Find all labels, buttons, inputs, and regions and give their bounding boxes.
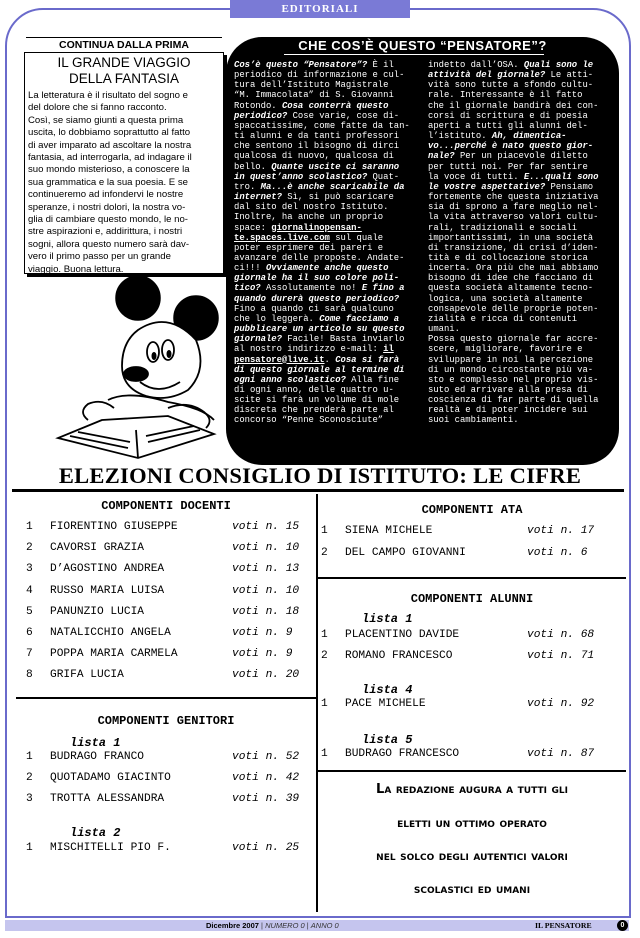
- pensatore-line: [234, 223, 410, 233]
- candidate-votes: voti n. 87: [527, 748, 595, 760]
- pensatore-line: [234, 60, 410, 70]
- body-text: tro.: [234, 181, 261, 192]
- pensatore-line: [428, 283, 598, 293]
- page-number: 0: [617, 920, 628, 931]
- candidate-name: RUSSO MARIA LUISA: [50, 584, 165, 597]
- pensatore-line: [428, 344, 598, 354]
- body-text: Assolutamente no!: [260, 283, 362, 294]
- pensatore-line: [234, 172, 410, 182]
- pensatore-line: [428, 324, 598, 334]
- body-text: Quat-: [367, 171, 400, 182]
- genitori-lista-2: lista 2: [70, 826, 121, 840]
- body-text: scere, migliorare, favorire e: [428, 344, 583, 355]
- candidate-name: ROMANO FRANCESCO: [345, 650, 453, 662]
- pensatore-line: [234, 294, 410, 304]
- body-text: Sì, si può scaricare: [281, 192, 394, 203]
- candidate-number: 4: [26, 584, 33, 597]
- body-text: incerta. Ora più che mai abbiamo: [428, 263, 599, 274]
- question-text: Quante uscite ci saranno: [271, 161, 400, 172]
- question-text: internet?: [234, 192, 282, 203]
- candidate-name: PLACENTINO DAVIDE: [345, 629, 460, 641]
- pensatore-line: [234, 273, 410, 283]
- pensatore-line: [234, 253, 410, 263]
- pensatore-line: [234, 162, 410, 172]
- pensatore-line: [234, 385, 410, 395]
- pensatore-line: [234, 80, 410, 90]
- body-text: Rotondo.: [234, 100, 282, 111]
- question-text: E...quali sono: [523, 171, 599, 182]
- body-text: bisogno di idee che facciano di: [428, 273, 594, 284]
- body-text: vità sono tutte a sfondo cultu-: [428, 80, 594, 91]
- pensatore-line: [428, 172, 598, 182]
- pensatore-line: [428, 334, 598, 344]
- body-text: concorso “Penne Sconosciute”: [234, 415, 384, 426]
- candidate-number: 1: [26, 751, 33, 763]
- body-text: ci!!!: [234, 263, 266, 274]
- footer-anno: ANNO 0: [310, 921, 339, 930]
- pensatore-line: [234, 233, 410, 243]
- candidate-row: [321, 629, 611, 643]
- candidate-row: [26, 772, 316, 786]
- candidate-number: 1: [321, 525, 328, 537]
- link-text[interactable]: il: [383, 344, 394, 355]
- body-text: tura dell’Istituto Magistrale: [234, 80, 389, 91]
- body-text: coscienza di far parte di quella: [428, 395, 599, 406]
- question-text: giornale?: [234, 334, 282, 345]
- pensatore-line: [428, 80, 598, 90]
- question-text: Cosa conterrà questo: [281, 100, 389, 111]
- pensatore-line: [428, 304, 598, 314]
- body-text: che lo leggerà.: [234, 313, 320, 324]
- candidate-votes: voti n. 20: [232, 669, 300, 682]
- question-text: Ovviamente anche questo: [265, 263, 389, 274]
- pensatore-line: [428, 131, 598, 141]
- pensatore-line: [428, 202, 598, 212]
- intro-body-line: uscita, lo dobbiamo soprattutto al fatto: [28, 127, 191, 139]
- candidate-votes: voti n. 17: [527, 525, 595, 537]
- pensatore-line: [234, 141, 410, 151]
- body-text: Per un piacevole diletto: [454, 151, 588, 162]
- pensatore-line: [234, 131, 410, 141]
- pensatore-line: [428, 263, 598, 273]
- pensatore-line: [428, 121, 598, 131]
- question-text: Ah, dimentica-: [491, 131, 567, 142]
- alunni-lista-4: lista 4: [362, 683, 413, 697]
- link-text[interactable]: te.spaces.live.com: [234, 232, 330, 243]
- question-text: ogni anno scolastico?: [234, 374, 346, 385]
- candidate-row: [321, 650, 611, 664]
- pensatore-line: [234, 375, 410, 385]
- footer-brand: IL PENSATORE: [535, 921, 592, 930]
- candidate-votes: voti n. 18: [232, 605, 300, 618]
- body-text: Pensiamo: [545, 181, 594, 192]
- docenti-heading: COMPONENTI DOCENTI: [101, 499, 231, 513]
- intro-body-line: La letteratura è il risultato del sogno e: [28, 90, 188, 101]
- candidate-votes: voti n. 15: [232, 521, 300, 533]
- candidate-row: [26, 842, 316, 856]
- body-text: logica, una società altamente: [428, 293, 583, 304]
- question-text: Ma...è anche scaricabile da: [260, 181, 405, 192]
- body-text: ti alunni e da tanti professori: [234, 131, 400, 142]
- candidate-row: [26, 521, 316, 535]
- alunni-redazione-separator: [318, 770, 626, 772]
- pensatore-line: [234, 243, 410, 253]
- question-text: tico?: [234, 283, 261, 294]
- candidate-name: PANUNZIO LUCIA: [50, 605, 144, 618]
- body-text: Facile! Basta inviarlo: [281, 334, 405, 345]
- body-text: poter esprimere dei pareri e: [234, 242, 384, 253]
- intro-body-line: glia di cambiare questo mondo, le no-: [28, 214, 188, 226]
- candidate-number: 6: [26, 627, 33, 639]
- pensatore-line: [234, 90, 410, 100]
- candidate-votes: voti n. 10: [232, 584, 300, 597]
- body-text: scite si farà un volume di mole: [234, 395, 400, 406]
- body-text: che sentono il bisogno di dirci: [234, 141, 400, 152]
- body-text: sviluppare in noi la percezione: [428, 354, 594, 365]
- body-text: sia di sprono a fare meglio nel-: [428, 202, 599, 213]
- body-text: rali, tradizionali e sociali: [428, 222, 578, 233]
- pensatore-line: [428, 70, 598, 80]
- candidate-row: [321, 547, 611, 561]
- candidate-name: DEL CAMPO GIOVANNI: [345, 547, 466, 559]
- body-text: suto ed arrivare alla presa di: [428, 385, 588, 395]
- pensatore-line: [234, 355, 410, 365]
- body-text: space:: [234, 222, 272, 233]
- candidate-votes: voti n. 13: [232, 563, 300, 576]
- pensatore-line: [428, 273, 598, 283]
- candidate-name: BUDRAGO FRANCESCO: [345, 748, 460, 760]
- pensatore-line: [428, 253, 598, 263]
- candidate-votes: voti n. 68: [527, 629, 595, 641]
- body-text: dal sito del nostro Istituto.: [234, 202, 389, 213]
- pensatore-line: [428, 385, 598, 395]
- pensatore-line: [234, 314, 410, 324]
- candidate-number: 8: [26, 669, 33, 682]
- redazione-line: eletti un ottimo operato: [397, 816, 547, 831]
- body-text: per tutti noi. Per far sentire: [428, 161, 588, 172]
- intro-body-line: stre aspirazioni e, addirittura, i nostri: [28, 226, 183, 238]
- intro-body-line: di aver imparato ad ascoltare la nostra: [28, 139, 192, 151]
- pensatore-line: [428, 314, 598, 324]
- candidate-row: [26, 669, 316, 683]
- mickey-mouse-reading-illustration: [18, 270, 233, 460]
- candidate-row: [26, 627, 316, 641]
- body-text: suoi cambiamenti.: [428, 415, 519, 426]
- body-text: l’istituto.: [428, 131, 492, 142]
- intro-body-line: fantasia, ad interrogarla, ad indagare il: [28, 152, 192, 164]
- pensatore-line: [234, 101, 410, 111]
- pensatore-line: [428, 111, 598, 121]
- pensatore-line: [234, 344, 410, 354]
- candidate-name: D’AGOSTINO ANDREA: [50, 563, 165, 576]
- body-text: Fino a quando ci sarà qualcuno: [234, 303, 394, 314]
- pensatore-line: [234, 365, 410, 375]
- pensatore-line: [234, 121, 410, 131]
- body-text: umani.: [428, 324, 460, 335]
- body-text: importantissimi, in una società: [428, 232, 594, 243]
- candidate-votes: voti n. 6: [527, 547, 588, 559]
- body-text: Possa questo giornale far accre-: [428, 334, 599, 345]
- question-text: Quali sono le: [523, 60, 594, 70]
- intro-body-line: speranze, i nostri dolori, la nostra vo-: [28, 201, 186, 213]
- question-text: giornale ha il suo colore poli-: [234, 273, 400, 284]
- alunni-heading: COMPONENTI ALUNNI: [410, 592, 534, 606]
- pensatore-column-left: [234, 60, 410, 426]
- pensatore-line: [234, 212, 410, 222]
- redazione-line: nel solco degli autentici valori: [376, 849, 568, 864]
- body-text: realtà e di poter incidere sui: [428, 405, 588, 416]
- pensatore-title-underline: [284, 54, 544, 55]
- candidate-votes: voti n. 9: [232, 627, 293, 639]
- pensatore-line: [234, 283, 410, 293]
- question-text: quando durerà questo periodico?: [234, 293, 400, 304]
- genitori-heading: COMPONENTI GENITORI: [97, 714, 235, 728]
- question-text: vo...perché è nato questo gior-: [428, 141, 594, 152]
- pensatore-line: [428, 192, 598, 202]
- intro-body-line: viaggio. Buona lettura.: [28, 263, 124, 275]
- candidate-name: GRIFA LUCIA: [50, 669, 124, 682]
- intro-body: [28, 90, 220, 276]
- pensatore-line: [428, 182, 598, 192]
- intro-body-line: continueremo ad infondervi le nostre: [28, 189, 184, 201]
- body-text: fortemente che questa iniziativa: [428, 192, 599, 203]
- body-text: al nostro indirizzo e-mail:: [234, 344, 384, 355]
- question-text: Cos’è questo “Pensatore”?: [234, 60, 368, 70]
- question-text: Cosa si farà: [335, 354, 400, 365]
- pensatore-line: [234, 324, 410, 334]
- body-text: di ogni anno, delle quattro u-: [234, 385, 394, 395]
- body-text: consapevole delle proprie poten-: [428, 303, 599, 314]
- body-text: Alla fine: [345, 374, 400, 385]
- body-text: Inoltre, ha anche un proprio: [234, 212, 384, 223]
- candidate-number: 2: [26, 542, 33, 555]
- section-header: EDITORIALI: [230, 0, 410, 18]
- candidate-number: 3: [26, 563, 33, 576]
- pensatore-line: [234, 263, 410, 273]
- candidate-votes: voti n. 39: [232, 793, 300, 806]
- candidate-row: [26, 793, 316, 807]
- body-text: aperti a tutti gli alunni del-: [428, 120, 588, 131]
- candidate-name: CAVORSI GRAZIA: [50, 542, 144, 555]
- intro-box: [24, 52, 224, 274]
- body-text: Cose varie, cose di-: [287, 110, 400, 121]
- pensatore-line: [234, 415, 410, 425]
- body-text: la voce di tutti.: [428, 171, 524, 182]
- alunni-lista-1: lista 1: [362, 612, 413, 626]
- pensatore-line: [234, 151, 410, 161]
- intro-title-line: IL GRANDE VIAGGIO: [57, 55, 191, 70]
- pensatore-line: [428, 294, 598, 304]
- intro-body-line: vero il primo passo per un grande: [28, 251, 171, 263]
- footer-numero: NUMERO 0: [265, 921, 305, 930]
- candidate-number: 1: [321, 748, 328, 760]
- pensatore-line: [428, 223, 598, 233]
- question-text: le vostre aspettative?: [428, 181, 546, 192]
- candidate-number: 1: [321, 629, 328, 641]
- candidate-number: 1: [26, 521, 33, 533]
- question-text: periodico?: [234, 110, 288, 121]
- candidate-name: QUOTADAMO GIACINTO: [50, 772, 171, 785]
- elections-title: ELEZIONI CONSIGLIO DI ISTITUTO: LE CIFRE: [58, 463, 582, 488]
- pensatore-line: [234, 202, 410, 212]
- pensatore-line: [428, 243, 598, 253]
- candidate-row: [321, 525, 611, 539]
- body-text: qualcosa di nuovo, qualcosa di: [234, 151, 394, 162]
- candidate-number: 1: [26, 842, 33, 854]
- pensatore-line: [428, 162, 598, 172]
- question-text: nale?: [428, 151, 455, 162]
- link-text[interactable]: pensatore@live.it: [234, 354, 325, 365]
- redazione-line: La redazione augura a tutti gli: [376, 782, 568, 797]
- candidate-number: 3: [26, 793, 33, 806]
- question-text: di questo giornale al termine di: [234, 364, 405, 375]
- candidate-number: 7: [26, 648, 33, 661]
- body-text: “M. Immacolata” di S. Giovanni: [234, 90, 394, 101]
- question-text: in quest’anno scolastico?: [234, 171, 368, 182]
- body-text: rale. Interessante è il fatto: [428, 90, 583, 101]
- pensatore-line: [428, 365, 598, 375]
- pensatore-line: [428, 151, 598, 161]
- footer-date: Dicembre 2007: [206, 921, 259, 930]
- intro-body-line: sua grammatica e la sua poesia. E se: [28, 176, 188, 188]
- pensatore-line: [428, 405, 598, 415]
- candidate-number: 2: [321, 650, 328, 662]
- candidate-number: 1: [321, 698, 328, 710]
- question-text: pubblicare un articolo su questo: [234, 324, 405, 335]
- candidate-votes: voti n. 71: [527, 650, 595, 662]
- genitori-lista-1: lista 1: [70, 736, 121, 750]
- candidate-row: [26, 563, 316, 577]
- candidate-votes: voti n. 10: [232, 542, 300, 555]
- body-text: Le atti-: [545, 70, 594, 81]
- pensatore-line: [428, 395, 598, 405]
- intro-kicker: CONTINUA DALLA PRIMA: [26, 37, 222, 53]
- intro-title: [28, 55, 220, 87]
- candidate-name: PACE MICHELE: [345, 698, 426, 710]
- candidate-votes: voti n. 92: [527, 698, 595, 710]
- pensatore-line: [428, 212, 598, 222]
- candidate-votes: voti n. 25: [232, 842, 300, 854]
- pensatore-line: [234, 334, 410, 344]
- candidate-name: SIENA MICHELE: [345, 525, 433, 537]
- pensatore-line: [234, 395, 410, 405]
- candidate-name: MISCHITELLI PIO F.: [50, 842, 171, 854]
- question-text: Come facciamo a: [319, 313, 400, 324]
- candidate-row: [321, 748, 611, 762]
- candidate-name: POPPA MARIA CARMELA: [50, 648, 178, 661]
- body-text: questa società altamente tecno-: [428, 283, 594, 294]
- candidate-number: 2: [26, 772, 33, 785]
- intro-title-line: DELLA FANTASIA: [68, 71, 180, 86]
- body-text: tità e di collocazione storica: [428, 252, 588, 263]
- body-text: .: [324, 354, 336, 365]
- candidate-name: BUDRAGO FRANCO: [50, 751, 144, 763]
- pensatore-line: [234, 111, 410, 121]
- question-text: attività del giornale?: [428, 70, 546, 81]
- candidate-name: NATALICCHIO ANGELA: [50, 627, 171, 639]
- pensatore-line: [234, 304, 410, 314]
- pensatore-line: [234, 182, 410, 192]
- pensatore-line: [234, 192, 410, 202]
- body-text: che il giornale bandirà dei con-: [428, 100, 599, 111]
- pensatore-column-right: [428, 60, 598, 426]
- body-text: la vita attraverso valori cultu-: [428, 212, 599, 223]
- intro-body-line: suo mondo misterioso, a conoscere la: [28, 164, 190, 176]
- elections-title-rule: [12, 489, 624, 492]
- ata-heading: COMPONENTI ATA: [421, 503, 523, 517]
- pensatore-line: [428, 101, 598, 111]
- candidate-name: TROTTA ALESSANDRA: [50, 793, 165, 806]
- body-text: avanzare delle proposte. Andate-: [234, 252, 405, 263]
- candidate-votes: voti n. 42: [232, 772, 300, 785]
- pensatore-line: [428, 415, 598, 425]
- ata-alunni-separator: [318, 577, 626, 579]
- intro-body-line: Così, se siamo giunti a questa prima: [28, 114, 184, 126]
- pensatore-line: [428, 233, 598, 243]
- pensatore-line: [234, 405, 410, 415]
- candidate-name: FIORENTINO GIUSEPPE: [50, 521, 178, 533]
- candidate-number: 5: [26, 605, 33, 618]
- pensatore-title: CHE COS’È QUESTO “PENSATORE”?: [298, 38, 547, 53]
- footer-issue-info: Dicembre 2007 | NUMERO 0 | ANNO 0: [206, 921, 339, 930]
- pensatore-line: [428, 90, 598, 100]
- pensatore-line: [234, 70, 410, 80]
- pensatore-line: [428, 60, 598, 70]
- body-text: di un mondo circostante più va-: [428, 364, 594, 375]
- body-text: discreta che prenderà parte al: [234, 405, 394, 416]
- candidate-row: [26, 648, 316, 662]
- intro-body-line: sogni, allora questo numero sarà dav-: [28, 238, 190, 250]
- body-text: periodico di informazione e cul-: [234, 70, 405, 81]
- body-text: di transizione, di crisi d’iden-: [428, 242, 599, 253]
- candidate-number: 2: [321, 547, 328, 559]
- link-text[interactable]: giornalinopensan-: [271, 222, 362, 233]
- candidate-votes: voti n. 9: [232, 648, 293, 661]
- body-text: indetto dall’OSA.: [428, 60, 524, 70]
- body-text: È il: [367, 60, 394, 70]
- docenti-genitori-separator: [16, 697, 316, 699]
- body-text: sto e complesso nel proprio vis-: [428, 374, 599, 385]
- body-text: sul quale: [329, 232, 384, 243]
- redazione-line: scolastici ed umani: [413, 882, 531, 897]
- intro-body-line: del dolore che si fanno racconto.: [28, 102, 167, 114]
- candidate-row: [26, 542, 316, 556]
- body-text: spaccatissime, come fatte da tan-: [234, 120, 410, 131]
- alunni-lista-5: lista 5: [362, 733, 413, 747]
- candidate-votes: voti n. 52: [232, 751, 300, 763]
- pensatore-line: [428, 141, 598, 151]
- candidate-row: [26, 751, 316, 765]
- candidate-row: [321, 698, 611, 712]
- column-divider: [316, 494, 318, 912]
- body-text: bello.: [234, 161, 272, 172]
- candidate-row: [26, 585, 316, 599]
- body-text: zialità e ricca di contenuti: [428, 313, 578, 324]
- pensatore-line: [428, 355, 598, 365]
- candidate-row: [26, 606, 316, 620]
- pensatore-line: [428, 375, 598, 385]
- question-text: E fino a: [361, 283, 405, 294]
- body-text: corsi di scrittura e di poesia: [428, 110, 588, 121]
